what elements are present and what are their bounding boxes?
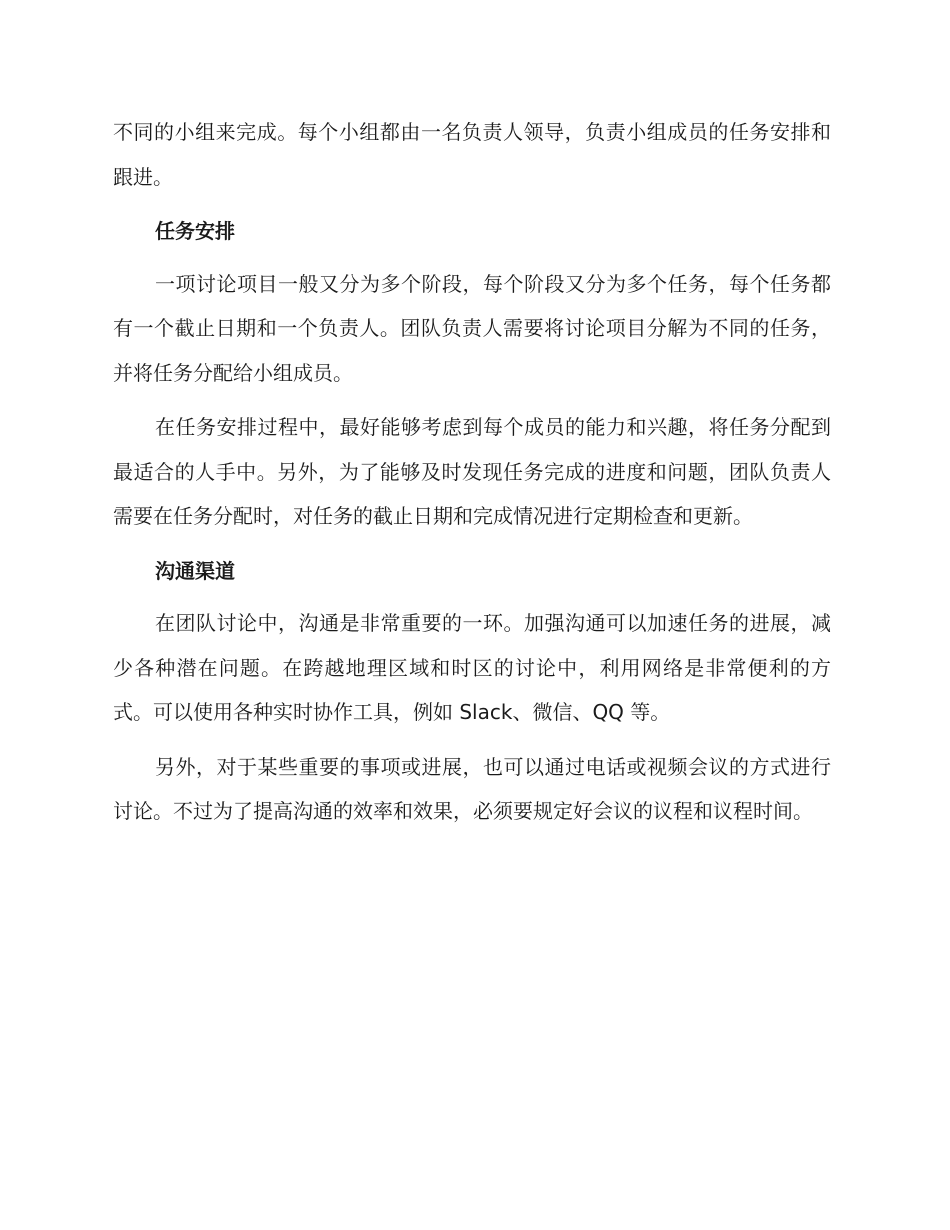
paragraph-comm-1: 在团队讨论中，沟通是非常重要的一环。加强沟通可以加速任务的进展，减少各种潜在问题。在跨越地理区域和时区的讨论中，利用网络是非常便利的方式。可以使用各种实时协作工具，例如 Slack、微信、QQ 等。 <box>113 611 831 724</box>
paragraph-intro-tail: 不同的小组来完成。每个小组都由一名负责人领导，负责小组成员的任务安排和跟进。 <box>113 120 831 189</box>
paragraph-comm-2: 另外，对于某些重要的事项或进展，也可以通过电话或视频会议的方式进行讨论。不过为了提高沟通的效率和效果，必须要规定好会议的议程和议程时间。 <box>113 754 831 823</box>
heading-task-arrangement: 任务安排 <box>155 219 235 243</box>
document-body <box>113 110 831 834</box>
heading-communication-channels: 沟通渠道 <box>155 558 235 583</box>
paragraph-tasks-1: 一项讨论项目一般又分为多个阶段，每个阶段又分为多个任务，每个任务都有一个截止日期和一个负责人。团队负责人需要将讨论项目分解为不同的任务，并将任务分配给小组成员。 <box>113 271 831 385</box>
paragraph-tasks-2: 在任务安排过程中，最好能够考虑到每个成员的能力和兴趣，将任务分配到最适合的人手中。另外，为了能够及时发现任务完成的进度和问题，团队负责人需要在任务分配时，对任务的截止日期和完成情况进行定期检查和更新。 <box>113 415 831 528</box>
